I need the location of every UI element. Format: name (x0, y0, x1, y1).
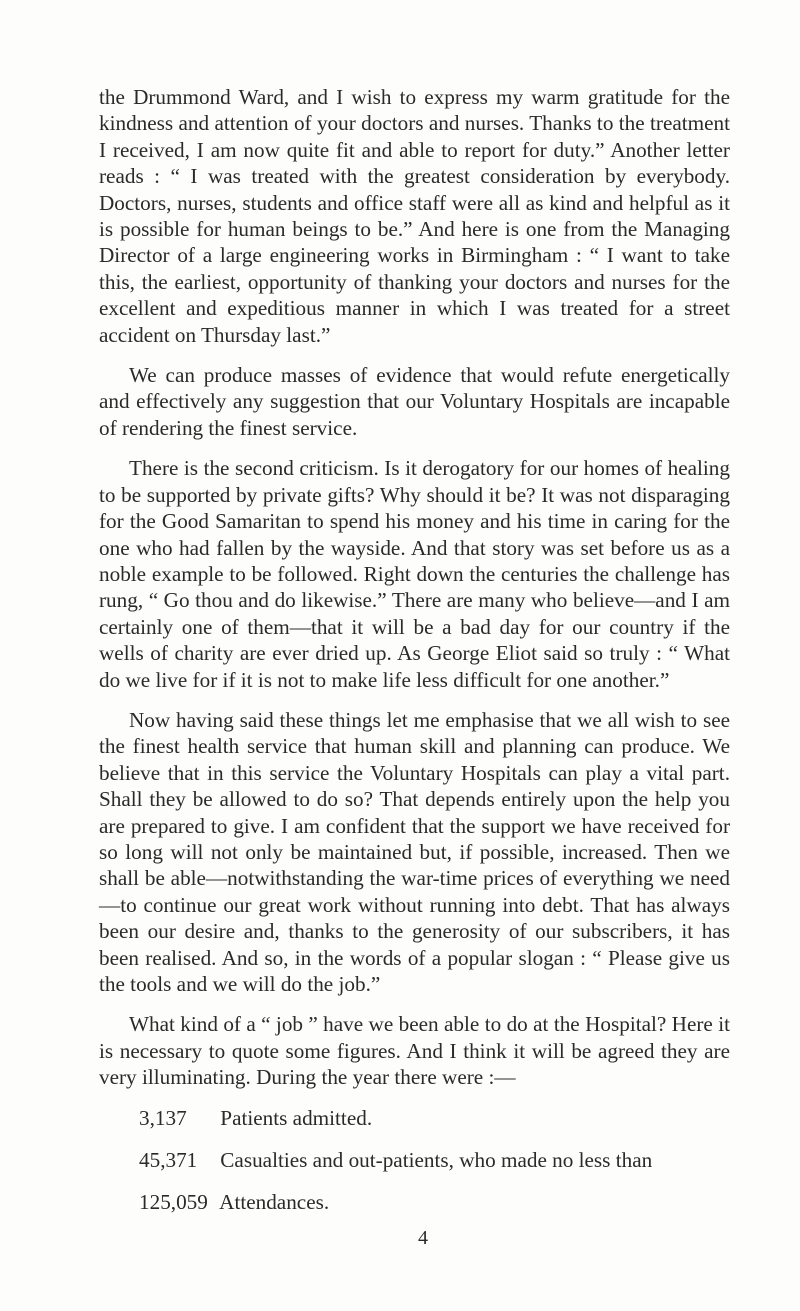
body-text (99, 84, 730, 1232)
paragraph-3: There is the second criticism. Is it derogatory for our homes of healing to be supported by private gifts? Why should it be? It was not disparaging for the Good Samaritan to spend his money and his time in caring for the one who had fallen by the wayside. And that story was set before us as a noble example to be followed. Right down the centuries the challenge has rung, “ Go thou and do likewise.” There are many who believe—and I am certainly one of them—that it will be a bad day for our country if the wells of charity are ever dried up. As George Eliot said so truly : “ What do we live for if it is not to make life less difficult for one another.” (99, 456, 730, 692)
paragraph-5: What kind of a “ job ” have we been able to do at the Hospital? Here it is necessary to quote some figures. And I think it will be agreed they are very illuminating. During the year there were :— (99, 1012, 730, 1090)
paragraph-2: We can produce masses of evidence that would refute energetically and effectively any suggestion that our Voluntary Hospitals are incapable of rendering the finest service. (99, 363, 730, 440)
paragraph-1: the Drummond Ward, and I wish to express my warm gratitude for the kindness and attention of your doctors and nurses. Thanks to the treatment I received, I am now quite fit and able to report for duty.” Another letter reads : “ I was treated with the greatest consideration by everybody. Doctors, nurses, students and office staff were all as kind and helpful as it is possible for human beings to be.” And here is one from the Managing Director of a large engineering works in Birmingham : “ I want to take this, the earliest, opportunity of thanking your doctors and nurses for the excellent and expeditious manner in which I was treated for a street accident on Thursday last.” (99, 85, 730, 347)
stat-number: 45,371 (139, 1148, 198, 1173)
stat-number: 125,059 (139, 1190, 208, 1215)
paragraph-4: Now having said these things let me emphasise that we all wish to see the finest health service that human skill and planning can produce. We believe that in this service the Voluntary Hospitals can play a vital part. Shall they be allowed to do so? That depends entirely upon the help you are prepared to give. I am confident that the support we have received for so long will not only be maintained but, if possible, increased. Then we shall be able—notwithstanding the war-time prices of everything we need—to continue our great work without running into debt. That has always been our desire and, thanks to the generosity of our subscribers, it has been realised. And so, in the words of a popular slogan : “ Please give us the tools and we will do the job.” (99, 707, 730, 996)
stat-label: Casualties and out-patients, who made no less than (220, 1148, 653, 1173)
stat-label: Patients admitted. (220, 1105, 373, 1130)
stat-number: 3,137 (139, 1105, 187, 1130)
stat-attendances (99, 1189, 730, 1215)
stat-label: Attendances. (219, 1190, 330, 1215)
page-number: 4 (418, 1227, 428, 1249)
stat-casualties (99, 1147, 730, 1173)
stat-patients-admitted (99, 1105, 730, 1131)
statistics-list (99, 1105, 730, 1216)
